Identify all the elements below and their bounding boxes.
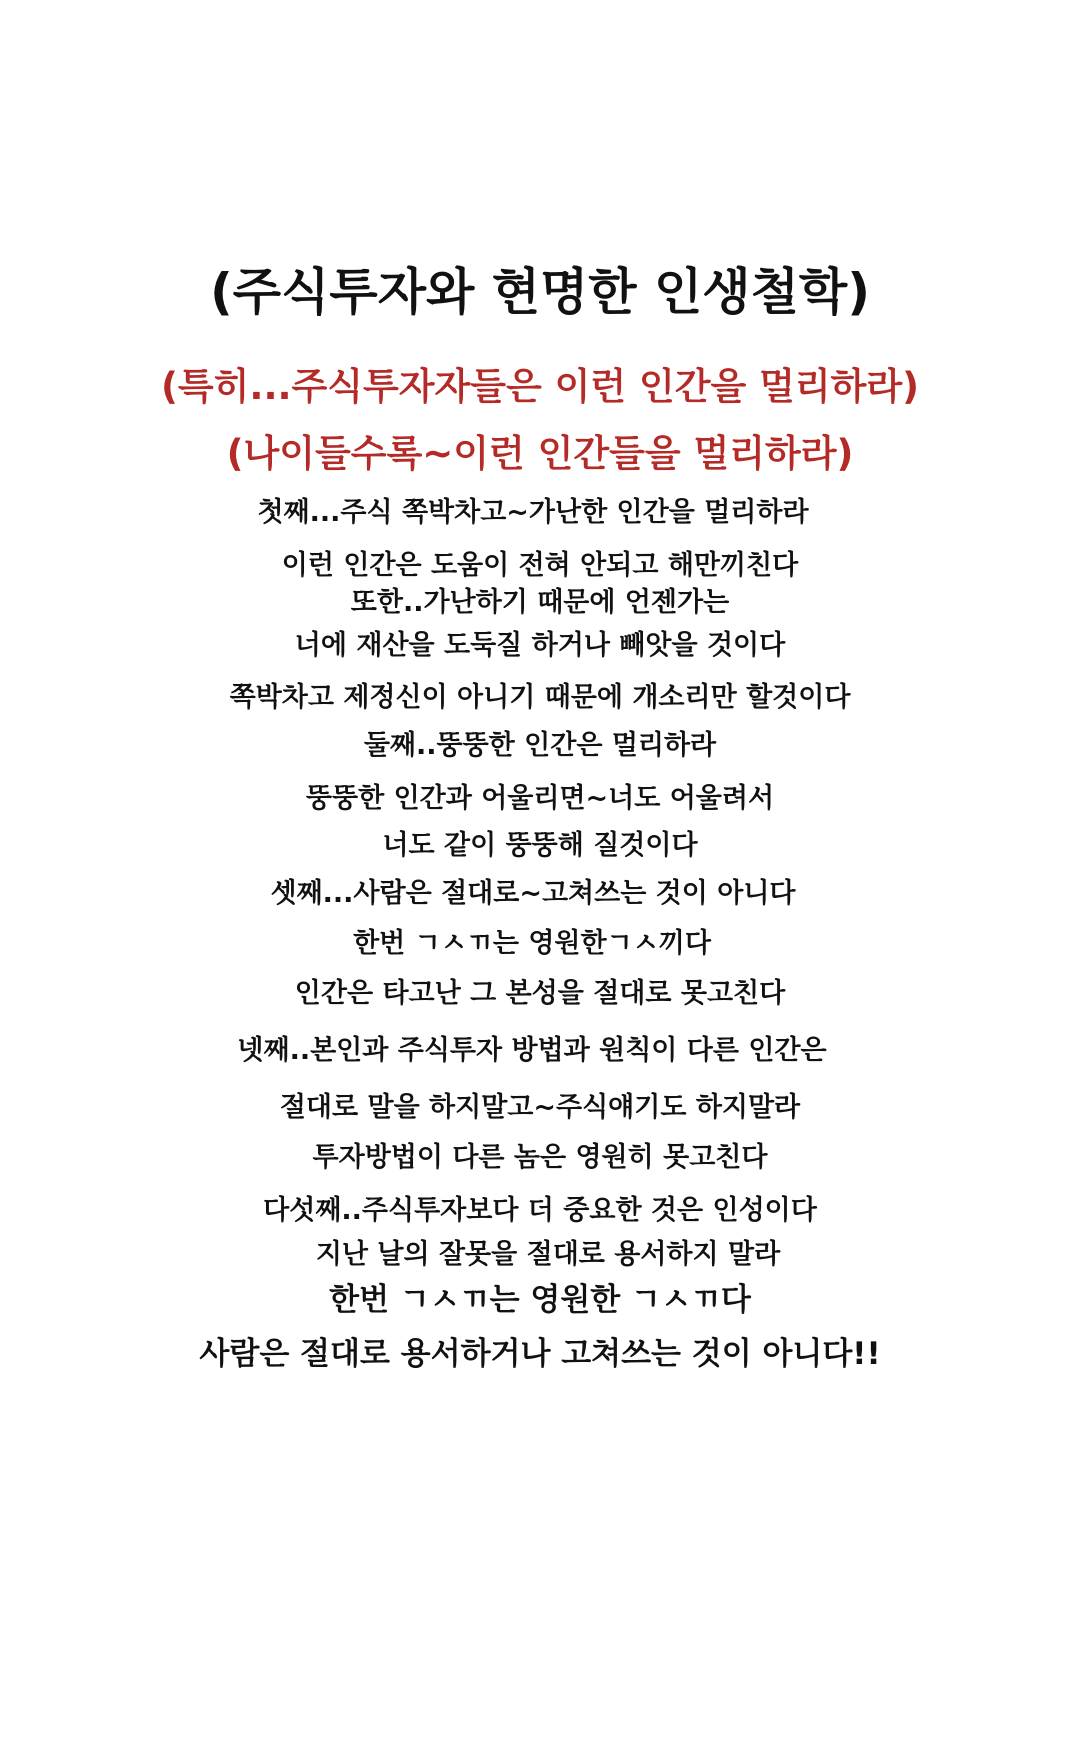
text-line-6: 둘째..뚱뚱한 인간은 멀리하라 <box>363 730 717 761</box>
text-line-1: 첫째...주식 쪽박차고~가난한 인간을 멀리하라 <box>257 497 809 528</box>
text-line-9: 셋째...사람은 절대로~고쳐쓰는 것이 아니다 <box>270 878 796 909</box>
text-line-8: 너도 같이 뚱뚱해 질것이다 <box>382 830 698 861</box>
text-line-5: 쪽박차고 제정신이 아니기 때문에 개소리만 할것이다 <box>229 682 851 713</box>
page-title: (주식투자와 현명한 인생철학) <box>209 263 871 321</box>
text-line-4: 너에 재산을 도둑질 하거나 빼앗을 것이다 <box>294 630 786 661</box>
subtitle-age: (나이들수록~이런 인간들을 멀리하라) <box>226 432 854 475</box>
text-line-7: 뚱뚱한 인간과 어울리면~너도 어울려서 <box>305 783 775 814</box>
text-line-15: 다섯째..주식투자보다 더 중요한 것은 인성이다 <box>263 1195 817 1226</box>
text-line-11: 인간은 타고난 그 본성을 절대로 못고친다 <box>294 978 786 1009</box>
closing-line-2: 사람은 절대로 용서하거나 고쳐쓰는 것이 아니다!! <box>199 1336 881 1372</box>
text-line-3: 또한..가난하기 때문에 언젠가는 <box>350 587 730 618</box>
text-line-10: 한번 ㄱㅅㄲ는 영원한ㄱㅅ끼다 <box>353 928 711 959</box>
text-line-14: 투자방법이 다른 놈은 영원히 못고친다 <box>312 1142 768 1173</box>
closing-line-1: 한번 ㄱㅅㄲ는 영원한 ㄱㅅㄲ다 <box>329 1282 751 1318</box>
subtitle-warning: (특히...주식투자자들은 이런 인간을 멀리하라) <box>161 365 919 408</box>
text-line-12: 넷째..본인과 주식투자 방법과 원칙이 다른 인간은 <box>237 1035 827 1066</box>
text-line-16: 지난 날의 잘못을 절대로 용서하지 말라 <box>315 1239 781 1270</box>
text-line-13: 절대로 말을 하지말고~주식얘기도 하지말라 <box>279 1092 801 1123</box>
text-line-2: 이런 인간은 도움이 전혀 안되고 해만끼친다 <box>281 550 799 581</box>
